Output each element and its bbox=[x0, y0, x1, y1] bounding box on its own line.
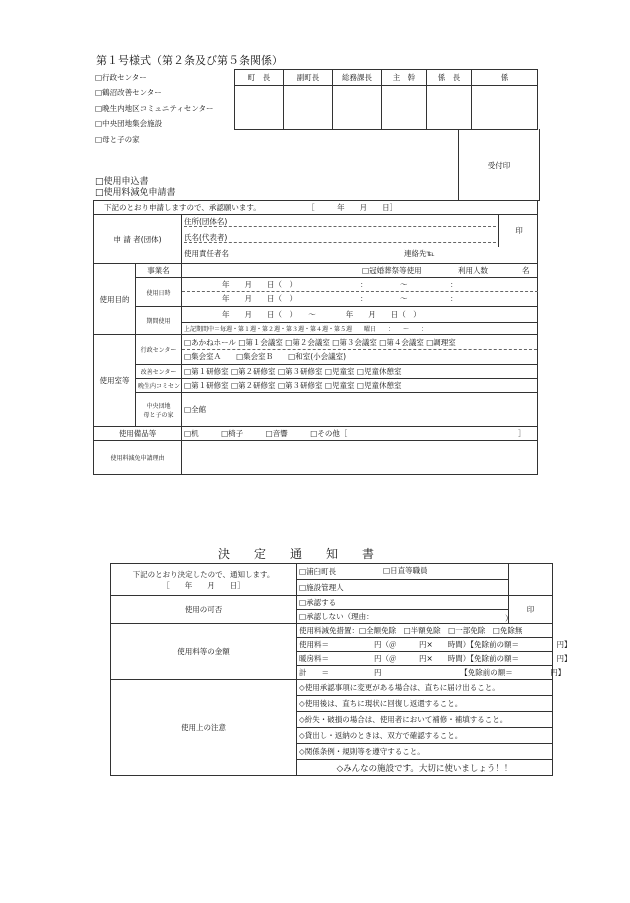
datetime-row-2[interactable]: 年 月 日（ ） ： ～ ： bbox=[222, 294, 458, 303]
attendees-label: 利用人数 bbox=[458, 266, 488, 275]
stamp-cell[interactable] bbox=[472, 86, 538, 130]
equipment-field[interactable]: □机 □椅子 □音響 □その他［ ］ bbox=[182, 427, 538, 441]
receipt-stamp-label: 受付印 bbox=[487, 161, 511, 170]
reduction-label: 使用料減免申請理由 bbox=[94, 441, 182, 475]
application-date[interactable]: ［ 年 月 日］ bbox=[307, 203, 398, 212]
facility-option[interactable]: □鶴沼改善センター bbox=[95, 88, 162, 98]
gyosei-rooms-2[interactable]: □集会室Ａ □集会室Ｂ □和室(小会議室) bbox=[184, 352, 347, 361]
decision-seal: 印 bbox=[509, 596, 553, 624]
period-label: 期間使用 bbox=[136, 307, 182, 335]
doc-type-option[interactable]: □使用料減免申請書 bbox=[95, 188, 176, 199]
rooms-label: 使用室等 bbox=[94, 335, 136, 427]
stamp-cell[interactable] bbox=[235, 86, 284, 130]
fee-row[interactable]: 使用料＝ 円（＠ 円× 時間）【免除前の額＝ 円】 bbox=[297, 638, 553, 652]
decision-intro: 下記のとおり決定したので、通知します。 bbox=[132, 569, 275, 579]
reject-close: ） bbox=[505, 614, 513, 623]
approval-col: 副町長 bbox=[284, 70, 333, 86]
facility-option[interactable]: □母と子の家 bbox=[95, 134, 140, 144]
approval-col: 町 長 bbox=[235, 70, 284, 86]
decider-row-1 bbox=[297, 564, 509, 580]
decision-date[interactable]: ［ 年 月 日］ bbox=[162, 580, 245, 590]
period-note[interactable]: 上記期間中＝毎週・第１週・第２週・第３週・第４週・第５週 曜日 ： ～ ： bbox=[182, 323, 538, 335]
approval-col: 総務課長 bbox=[333, 70, 382, 86]
contact-label[interactable]: 連絡先℡ bbox=[404, 249, 435, 258]
funeral-checkbox[interactable]: □冠婚葬祭等使用 bbox=[362, 266, 422, 275]
note-item: ◇紛失・破損の場合は、使用者において補修・補填すること。 bbox=[297, 712, 553, 728]
datetime-label: 使用日時 bbox=[136, 278, 182, 307]
reduction-field[interactable] bbox=[182, 441, 538, 475]
kaizen-label: 改善センター bbox=[136, 365, 182, 379]
period-row[interactable]: 年 月 日（ ） ～ 年 月 日（ ） bbox=[182, 307, 538, 323]
total-row[interactable]: 計 ＝ 円 【免除前の額＝ 円】 bbox=[297, 666, 553, 680]
doc-type-option[interactable]: □使用申込書 bbox=[95, 177, 149, 187]
stamp-cell[interactable] bbox=[382, 86, 427, 130]
mayor-checkbox[interactable]: □浦臼町長 bbox=[299, 567, 337, 576]
application-intro-row bbox=[94, 201, 538, 215]
applicant-label: 申 請 者(団体) bbox=[94, 215, 182, 264]
datetime-row-1[interactable]: 年 月 日（ ） ： ～ ： bbox=[182, 280, 538, 292]
approval-col: 係 長 bbox=[427, 70, 472, 86]
decision-table bbox=[110, 563, 572, 776]
purpose-label: 使用目的 bbox=[94, 264, 136, 335]
notes-label: 使用上の注意 bbox=[111, 680, 297, 776]
facility-mgr-checkbox[interactable]: □施設管理人 bbox=[297, 580, 509, 596]
note-item: ◇使用承認事項に変更がある場合は、直ちに届け出ること。 bbox=[297, 680, 553, 696]
decision-seal-box[interactable] bbox=[509, 564, 553, 596]
event-label: 事業名 bbox=[136, 264, 182, 278]
applicant-seal-box[interactable] bbox=[498, 215, 539, 247]
address-label[interactable]: 住所(団体名) bbox=[184, 217, 496, 227]
fee-label: 使用料等の金額 bbox=[111, 624, 297, 680]
name-label[interactable]: 氏名(代表者) bbox=[184, 233, 496, 243]
approval-col: 係 bbox=[472, 70, 538, 86]
attendees-unit: 名 bbox=[522, 266, 530, 275]
reject-checkbox[interactable]: □承認しない（理由： bbox=[299, 612, 374, 621]
equipment-label: 使用備品等 bbox=[94, 427, 182, 441]
reduction-measures[interactable]: 使用料減免措置：□全額免除 □半額免除 □一部免除 □免除無 bbox=[297, 624, 553, 638]
receipt-stamp-box[interactable] bbox=[458, 129, 540, 201]
stamp-cell[interactable] bbox=[284, 86, 333, 130]
comm-label: 晩生内コミセン bbox=[136, 379, 182, 393]
application-table bbox=[93, 200, 538, 475]
decision-intro-cell bbox=[111, 564, 297, 596]
reject-row bbox=[297, 610, 509, 624]
chuo-label: 中央団地 母と子の家 bbox=[136, 393, 182, 427]
form-title: 第１号様式（第２条及び第５条関係） bbox=[96, 54, 283, 67]
application-intro: 下記のとおり申請しますので、承認願います。 bbox=[104, 203, 261, 212]
facility-checklist bbox=[95, 73, 214, 144]
comm-rooms[interactable]: □第１研修室 □第２研修室 □第３研修室 □児童室 □児童休憩室 bbox=[182, 379, 538, 393]
stamp-cell[interactable] bbox=[333, 86, 382, 130]
decision-title: 決 定 通 知 書 bbox=[218, 547, 375, 561]
facility-option[interactable]: □晩生内地区コミュニティセンター bbox=[95, 103, 214, 113]
kaizen-rooms[interactable]: □第１研修室 □第２研修室 □第３研修室 □児童室 □児童休憩室 bbox=[182, 365, 538, 379]
stamp-cell[interactable] bbox=[427, 86, 472, 130]
heating-row[interactable]: 暖房料＝ 円（＠ 円× 時間）【免除前の額＝ 円】 bbox=[297, 652, 553, 666]
note-item: ◇貸出し・返納のときは、双方で確認すること。 bbox=[297, 728, 553, 744]
permit-label: 使用の可否 bbox=[111, 596, 297, 624]
gyosei-rooms-1[interactable]: □あかねホール □第１会議室 □第２会議室 □第３会議室 □第４会議室 □調理室 bbox=[182, 336, 537, 350]
doc-type-checklist bbox=[95, 177, 176, 200]
facility-option[interactable]: □中央団地集会施設 bbox=[95, 119, 163, 129]
facility-option[interactable]: □行政センター bbox=[95, 73, 147, 82]
gyosei-label: 行政センター bbox=[136, 335, 182, 365]
equipment-options[interactable]: □机 □椅子 □音響 □その他［ bbox=[184, 429, 348, 438]
duty-checkbox[interactable]: □日直等職員 bbox=[383, 566, 428, 575]
closing-note: ◇みんなの施設です。大切に使いましょう！！ bbox=[297, 760, 553, 776]
approval-table bbox=[234, 69, 538, 130]
chuo-rooms[interactable]: □全館 bbox=[182, 393, 538, 427]
note-item: ◇使用後は、直ちに現状に回復し返還すること。 bbox=[297, 696, 553, 712]
seal-label: 印 bbox=[515, 226, 523, 235]
manager-label[interactable]: 使用責任者名 bbox=[184, 249, 229, 258]
approve-checkbox[interactable]: □承認する bbox=[297, 596, 509, 610]
approval-col: 主 幹 bbox=[382, 70, 427, 86]
event-field[interactable] bbox=[182, 264, 538, 278]
note-item: ◇関係条例・規則等を遵守すること。 bbox=[297, 744, 553, 760]
